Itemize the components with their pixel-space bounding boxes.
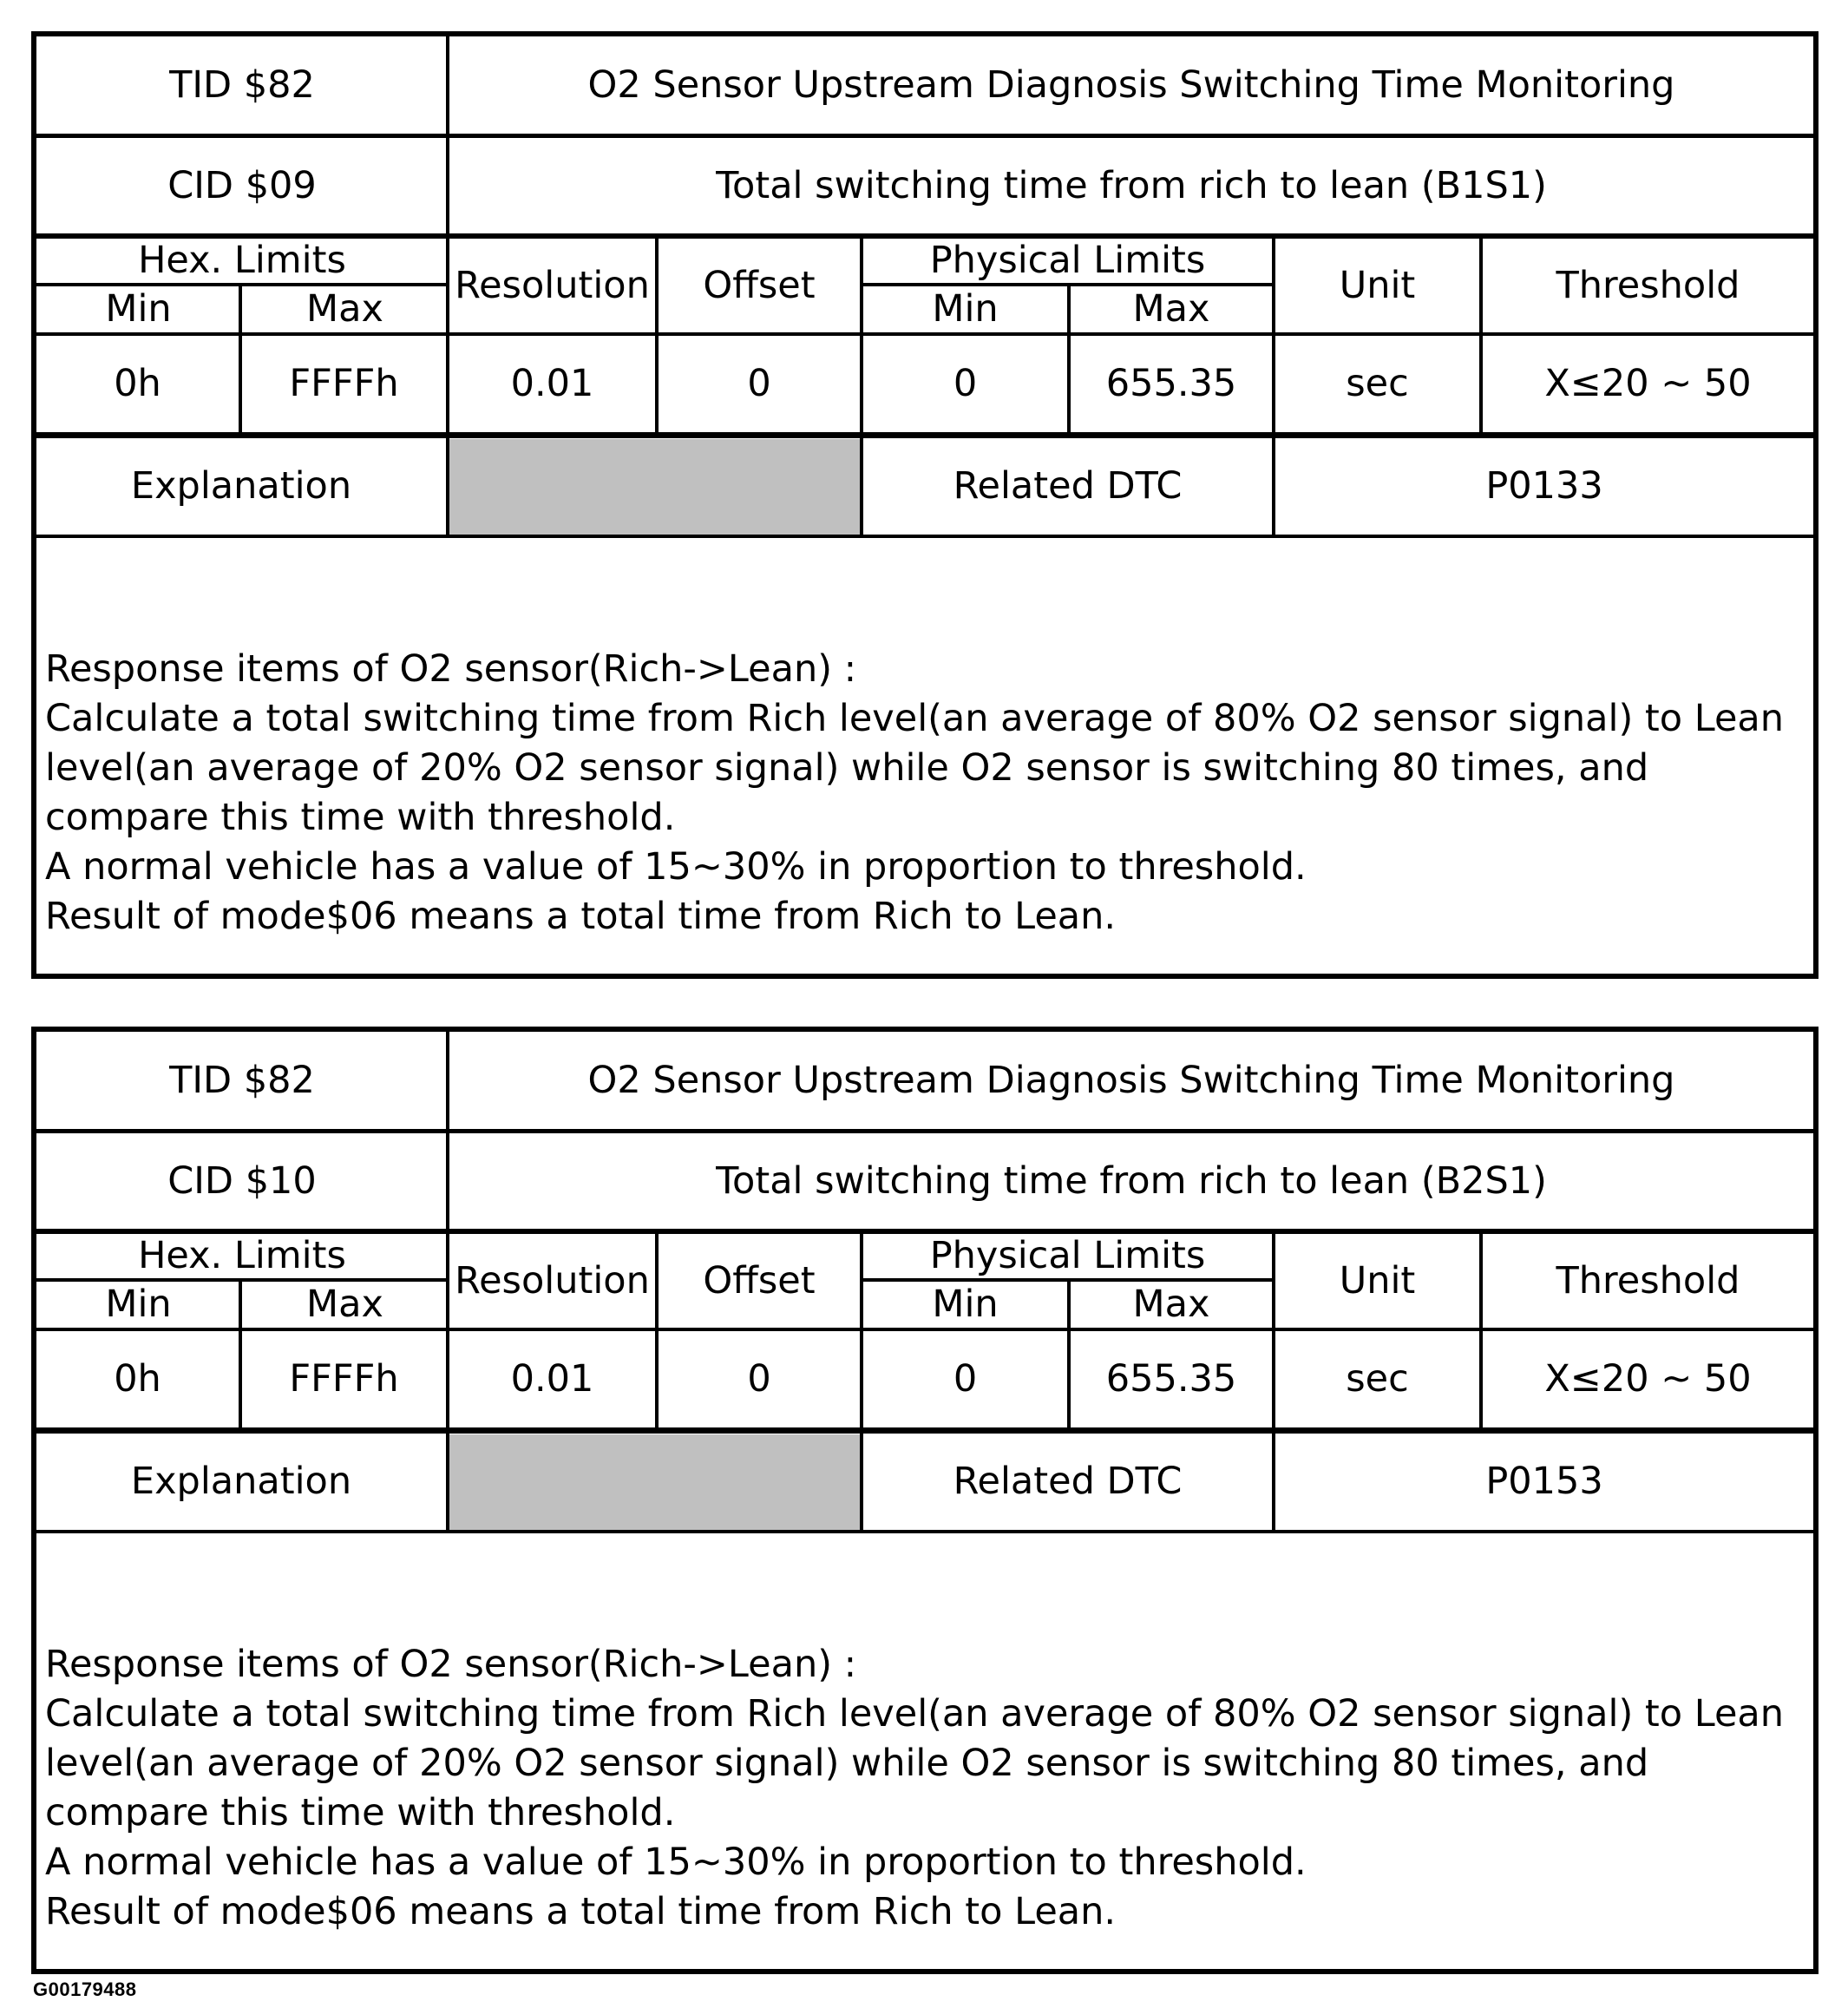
phys-max-header: Max <box>1132 287 1210 331</box>
related-dtc-code: P0153 <box>1485 1460 1603 1503</box>
phys-min-header: Min <box>932 1283 999 1326</box>
explanation-line: Response items of O2 sensor(Rich->Lean) : <box>45 1643 857 1686</box>
shaded-empty-cell <box>448 439 860 535</box>
explanation-text <box>45 1640 1806 1937</box>
related-dtc-label: Related DTC <box>953 464 1183 508</box>
physical-limits-header: Physical Limits <box>929 239 1206 282</box>
hex-limits-header: Hex. Limits <box>138 1234 346 1277</box>
diagnosis-table-2 <box>31 1027 1819 1974</box>
hex-limits-header: Hex. Limits <box>138 239 346 282</box>
shaded-empty-cell <box>448 1434 860 1531</box>
row-divider <box>36 535 1813 538</box>
explanation-line: Calculate a total switching time from Rich level(an average of 80% O2 sensor signal) to Lean <box>45 1692 1785 1736</box>
related-dtc-label: Related DTC <box>953 1460 1183 1503</box>
explanation-line: Result of mode$06 means a total time from Rich to Lean. <box>45 895 1117 938</box>
unit-header: Unit <box>1339 1258 1416 1303</box>
diagnosis-table-1 <box>31 31 1819 979</box>
hex-max-value: FFFFh <box>289 1357 399 1401</box>
hex-min-value: 0h <box>114 362 161 405</box>
threshold-value: X≤20 ~ 50 <box>1544 362 1752 405</box>
figure-id: G00179488 <box>33 1978 137 2000</box>
tid-description: O2 Sensor Upstream Diagnosis Switching Time Monitoring <box>587 1059 1675 1102</box>
offset-value: 0 <box>747 362 771 405</box>
physical-limits-header: Physical Limits <box>929 1234 1206 1277</box>
explanation-line: A normal vehicle has a value of 15~30% in proportion to threshold. <box>45 845 1307 889</box>
phys-max-header: Max <box>1132 1283 1210 1326</box>
explanation-line: Calculate a total switching time from Rich level(an average of 80% O2 sensor signal) to Lean <box>45 697 1785 740</box>
tid-label: TID $82 <box>169 1059 315 1102</box>
threshold-value: X≤20 ~ 50 <box>1544 1357 1752 1401</box>
explanation-line: compare this time with threshold. <box>45 796 676 839</box>
unit-value: sec <box>1346 362 1409 405</box>
hex-max-header: Max <box>306 1283 383 1326</box>
cid-label: CID $09 <box>167 163 317 207</box>
unit-value: sec <box>1346 1357 1409 1401</box>
row-divider <box>36 432 1813 438</box>
phys-max-value: 655.35 <box>1105 1357 1237 1401</box>
cid-description: Total switching time from rich to lean (B2S1) <box>716 1158 1547 1203</box>
phys-max-value: 655.35 <box>1105 362 1237 405</box>
explanation-line: compare this time with threshold. <box>45 1791 676 1834</box>
explanation-line: Result of mode$06 means a total time from Rich to Lean. <box>45 1890 1117 1933</box>
row-divider <box>36 1530 1813 1533</box>
hex-min-header: Min <box>105 287 172 331</box>
offset-value: 0 <box>747 1357 771 1401</box>
explanation-line: level(an average of 20% O2 sensor signal) while O2 sensor is switching 80 times, and <box>45 1742 1649 1785</box>
threshold-header: Threshold <box>1556 1258 1740 1303</box>
phys-min-value: 0 <box>953 1357 978 1401</box>
hex-max-value: FFFFh <box>289 362 399 405</box>
offset-header: Offset <box>703 1258 816 1303</box>
explanation-text <box>45 645 1806 942</box>
offset-header: Offset <box>703 263 816 307</box>
tid-label: TID $82 <box>169 63 315 107</box>
explanation-label: Explanation <box>130 464 352 508</box>
resolution-value: 0.01 <box>510 1357 594 1401</box>
cid-label: CID $10 <box>167 1158 317 1203</box>
resolution-header: Resolution <box>455 1258 650 1303</box>
explanation-label: Explanation <box>130 1460 352 1503</box>
resolution-header: Resolution <box>455 263 650 307</box>
related-dtc-code: P0133 <box>1485 464 1603 508</box>
hex-min-header: Min <box>105 1283 172 1326</box>
unit-header: Unit <box>1339 263 1416 307</box>
explanation-line: Response items of O2 sensor(Rich->Lean) : <box>45 647 857 691</box>
cid-description: Total switching time from rich to lean (B1S1) <box>716 163 1547 207</box>
phys-min-value: 0 <box>953 362 978 405</box>
phys-min-header: Min <box>932 287 999 331</box>
row-divider <box>36 1427 1813 1434</box>
explanation-line: A normal vehicle has a value of 15~30% in proportion to threshold. <box>45 1841 1307 1884</box>
resolution-value: 0.01 <box>510 362 594 405</box>
hex-max-header: Max <box>306 287 383 331</box>
hex-min-value: 0h <box>114 1357 161 1401</box>
tid-description: O2 Sensor Upstream Diagnosis Switching Time Monitoring <box>587 63 1675 107</box>
threshold-header: Threshold <box>1556 263 1740 307</box>
explanation-line: level(an average of 20% O2 sensor signal) while O2 sensor is switching 80 times, and <box>45 746 1649 790</box>
